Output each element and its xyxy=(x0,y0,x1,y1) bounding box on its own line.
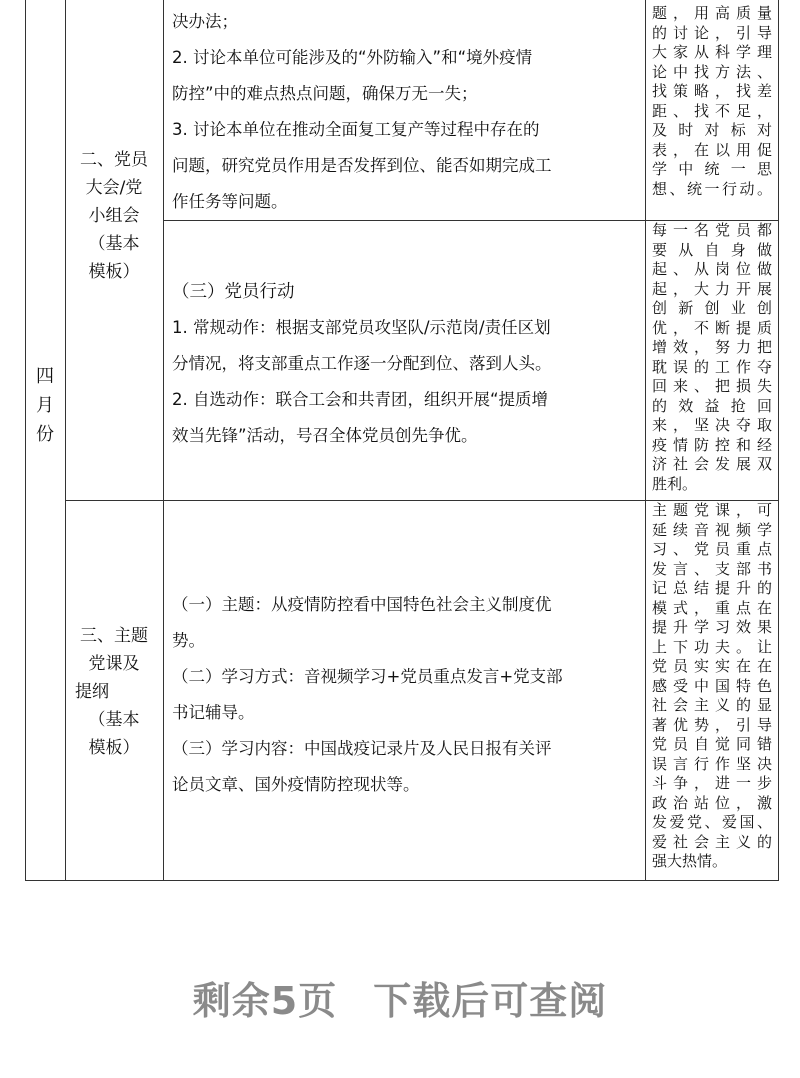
note-line: 误言行作坚决 xyxy=(652,754,772,773)
download-text: 下载后可查阅 xyxy=(373,979,608,1023)
note-line: 要从自身做 xyxy=(652,240,772,259)
note-line: 创新创业创 xyxy=(652,299,772,317)
remaining-pages-text: 剩余5页 xyxy=(192,979,338,1023)
label-line: 三、主题 xyxy=(80,626,148,646)
label-line: 党课及 xyxy=(88,654,140,674)
row-label xyxy=(65,146,163,286)
note-line: 距、找不足， xyxy=(652,101,772,120)
content-line: （三）学习内容：中国战疫记录片及人民日报有关评 xyxy=(172,739,552,758)
content-line: 1. 常规动作：根据支部党员攻坚队/示范岗/责任区划 xyxy=(172,318,551,337)
row-label xyxy=(65,622,163,762)
note-line: 及时对标对 xyxy=(652,121,772,139)
table-border xyxy=(778,0,779,881)
label-line: （基本 xyxy=(88,710,140,730)
content-line: （一）主题：从疫情防控看中国特色社会主义制度优 xyxy=(172,595,552,614)
label-line: 小组会 xyxy=(88,206,140,226)
note-line: 题，用高质量 xyxy=(652,4,772,22)
month-char: 月 xyxy=(36,395,54,416)
month-cell xyxy=(25,362,65,449)
note-line: 论中找方法、 xyxy=(652,62,772,81)
note-line: 发爱党、爱国、 xyxy=(652,813,772,831)
note-line: 著优势，引导 xyxy=(652,715,772,734)
note-line: 习、党员重点 xyxy=(652,540,772,558)
note-line: 强大热情。 xyxy=(652,852,728,870)
label-line: 二、党员 xyxy=(80,150,148,170)
row-notes xyxy=(652,221,772,494)
row-content xyxy=(172,4,552,220)
note-line: 主题党课，可 xyxy=(652,501,772,519)
month-char: 四 xyxy=(36,366,54,387)
note-line: 优，不断提质 xyxy=(652,318,772,337)
label-line: 模板） xyxy=(88,738,140,758)
row-content xyxy=(172,587,563,803)
note-line: 起，大力开展 xyxy=(652,279,772,298)
note-line: 来，坚决夺取 xyxy=(652,416,772,434)
note-line: 党员实实在在 xyxy=(652,657,772,675)
note-line: 提升学习效果 xyxy=(652,618,772,636)
row-notes xyxy=(652,4,772,199)
content-line: 问题，研究党员作用是否发挥到位、能否如期完成工 xyxy=(172,156,552,175)
note-line: 的效益抢回 xyxy=(652,396,772,415)
note-line: 找策略，找差 xyxy=(652,82,772,100)
month-char: 份 xyxy=(36,424,54,445)
content-line: 防控”中的难点热点问题，确保万无一失； xyxy=(172,84,478,103)
note-line: 大家从科学理 xyxy=(652,43,772,61)
note-line: 感受中国特色 xyxy=(652,676,772,695)
note-line: 济社会发展双 xyxy=(652,455,772,473)
note-line: 上下功夫。让 xyxy=(652,637,772,656)
note-line: 斗争，进一步 xyxy=(652,774,772,792)
content-line: 2. 讨论本单位可能涉及的“外防输入”和“境外疫情 xyxy=(172,48,533,67)
note-line: 表，在以用促 xyxy=(652,140,772,159)
note-line: 增效，努力把 xyxy=(652,338,772,356)
note-line: 学中统一思 xyxy=(652,160,772,178)
content-line: （二）学习方式：音视频学习+党员重点发言+党支部 xyxy=(172,667,563,686)
note-line: 政治站位，激 xyxy=(652,793,772,812)
table-border xyxy=(645,0,646,881)
table-border xyxy=(163,0,164,881)
note-line: 的讨论，引导 xyxy=(652,23,772,42)
note-line: 疫情防控和经 xyxy=(652,435,772,454)
content-line: 论员文章、国外疫情防控现状等。 xyxy=(172,775,420,794)
content-line: 书记辅导。 xyxy=(172,703,255,722)
note-line: 记总结提升的 xyxy=(652,579,772,597)
note-line: 起、从岗位做 xyxy=(652,260,772,278)
content-line: 分情况，将支部重点工作逐一分配到位、落到人头。 xyxy=(172,354,552,373)
note-line: 胜利。 xyxy=(652,474,698,493)
content-line: 决办法； xyxy=(172,12,238,31)
note-line: 耽误的工作夺 xyxy=(652,357,772,376)
note-line: 延续音视频学 xyxy=(652,520,772,539)
row-content xyxy=(172,274,552,454)
label-line: 大会/党 xyxy=(85,178,143,198)
note-line: 爱社会主义的 xyxy=(652,832,772,851)
row-notes xyxy=(652,501,772,872)
note-line: 发言、支部书 xyxy=(652,559,772,578)
content-line: 3. 讨论本单位在推动全面复工复产等过程中存在的 xyxy=(172,120,540,139)
content-line: 势。 xyxy=(172,631,205,650)
download-prompt[interactable] xyxy=(0,970,800,1025)
label-line: （基本 xyxy=(88,234,140,254)
section-heading: （三）党员行动 xyxy=(172,282,295,302)
note-line: 每一名党员都 xyxy=(652,221,772,239)
label-line: 提纲 xyxy=(75,682,109,702)
content-line: 效当先锋”活动，号召全体党员创先争优。 xyxy=(172,426,478,445)
note-line: 党员自觉同错 xyxy=(652,735,772,753)
label-line: 模板） xyxy=(88,262,140,282)
content-line: 2. 自选动作：联合工会和共青团，组织开展“提质增 xyxy=(172,390,549,409)
note-line: 回来、把损失 xyxy=(652,377,772,395)
note-line: 模式，重点在 xyxy=(652,598,772,617)
note-line: 想、统一行动。 xyxy=(652,179,772,198)
table-border xyxy=(25,880,778,881)
content-line: 作任务等问题。 xyxy=(172,192,288,211)
note-line: 社会主义的显 xyxy=(652,696,772,714)
